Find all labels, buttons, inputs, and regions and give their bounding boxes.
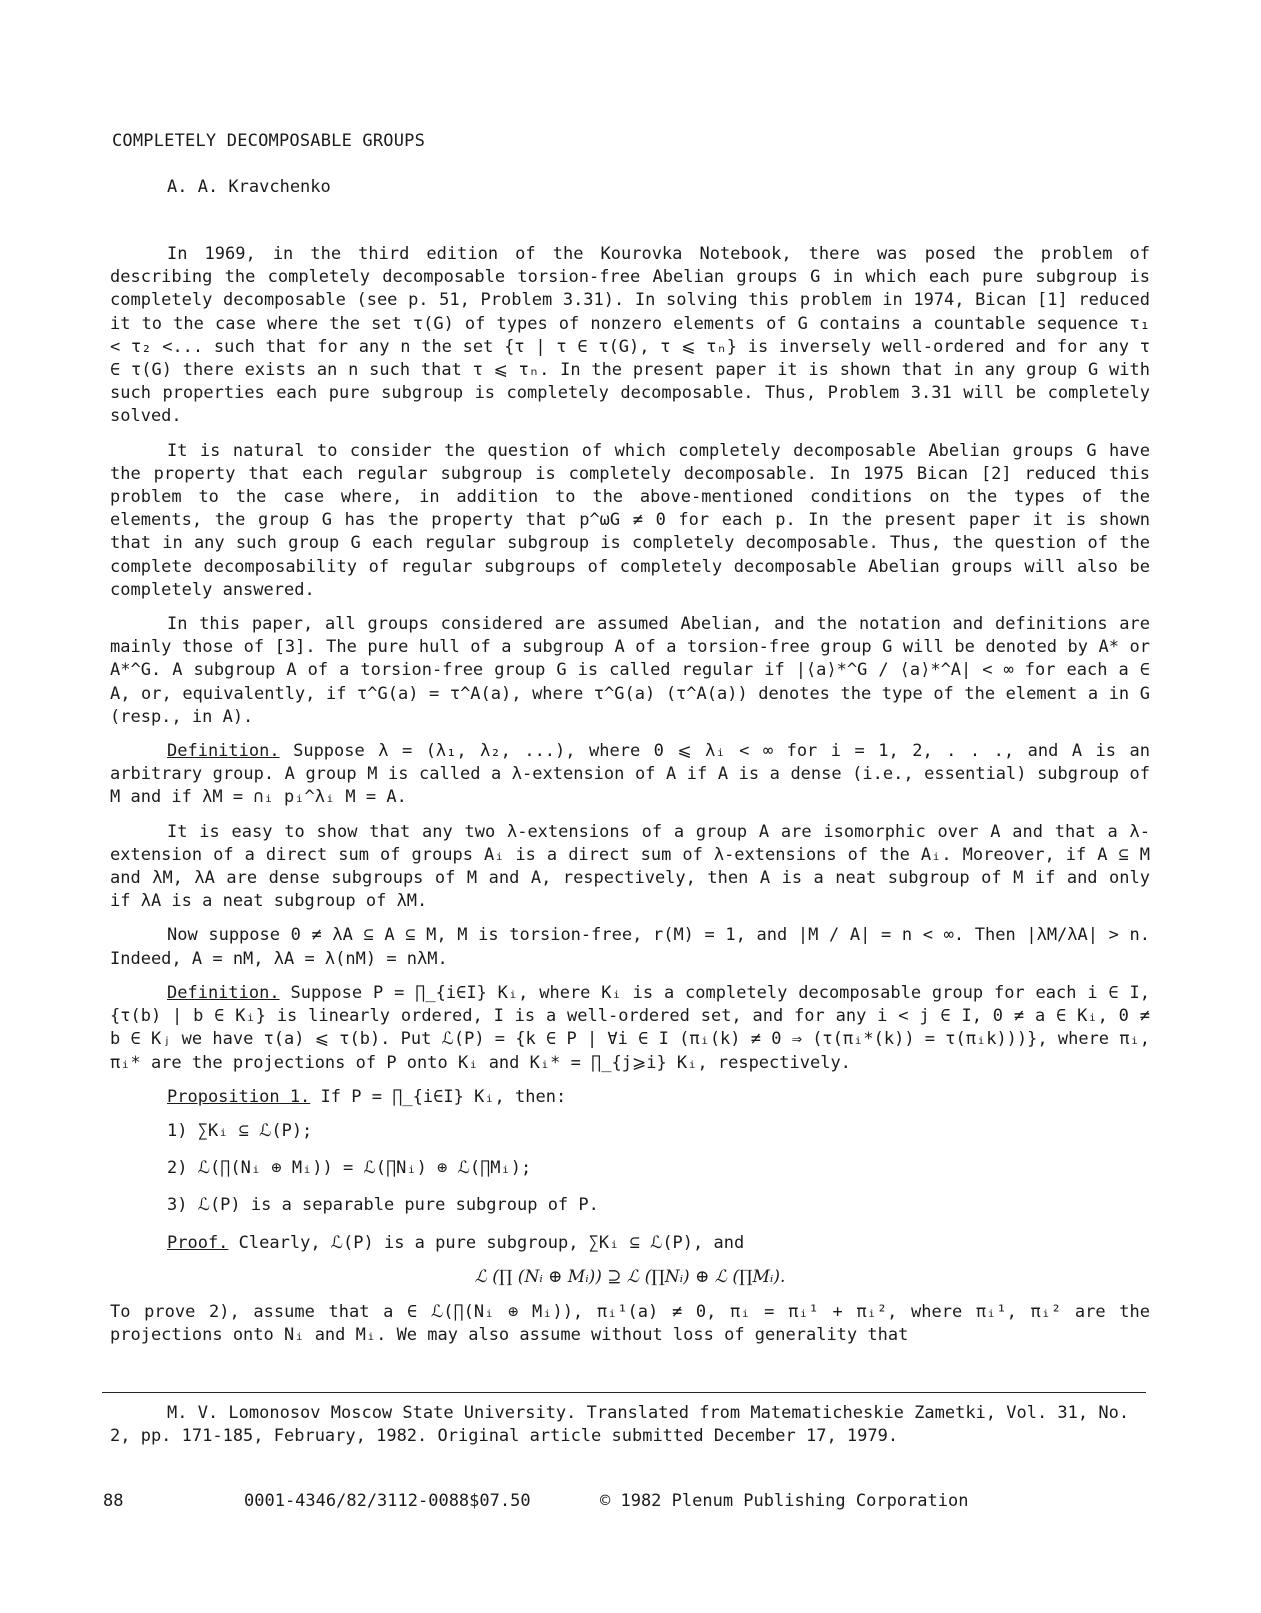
proposition-label: Proposition 1. [167, 1086, 311, 1107]
paragraph-notation: In this paper, all groups considered are assumed Abelian, and the notation and definitions are mainly those of [3]. The pure hull of a subgroup A of a torsion-free group G will be denoted by A* or A*^G. A subgroup A of a torsion-free group G is called regular if |⟨a⟩*^G / ⟨a⟩*^A| < ∞ for each a ∈ A, or, equivalently, if τ^G(a) = τ^A(a), where τ^G(a) (τ^A(a)) denotes the type of the element a in G (resp., in A). [110, 614, 1150, 727]
body-text [110, 243, 1150, 1358]
definition-text: Suppose P = ∏_{i∈I} Kᵢ, where Kᵢ is a completely decomposable group for each i ∈ I, {τ(b) | b ∈ Kᵢ} is linearly ordered, I is a well-ordered set, and for any i < j ∈ I, 0 ≠ a ∈ Kᵢ, 0 ≠ b ∈ Kⱼ we have τ(a) ⩽ τ(b). Put ℒ(P) = {k ∈ P | ∀i ∈ I (πᵢ(k) ≠ 0 ⇒ (τ(πᵢ*(k)) = τ(πᵢk)))}, where πᵢ, πᵢ* are the projections of P onto Kᵢ and Kᵢ* = ∏_{j⩾i} Kᵢ, respectively. [110, 982, 1150, 1073]
proof-continuation: To prove 2), assume that a ∈ ℒ(∏(Nᵢ ⊕ Mᵢ)), πᵢ¹(a) ≠ 0, πᵢ = πᵢ¹ + πᵢ², where πᵢ¹, πᵢ² are the projections onto Nᵢ and Mᵢ. We may also assume without loss of generality that [110, 1301, 1150, 1346]
paragraph-regular: It is natural to consider the question of which completely decomposable Abelian groups G have the property that each regular subgroup is completely decomposable. In 1975 Bican [2] reduced this problem to the case where, in addition to the above-mentioned conditions on the types of the elements, the group G has the property that p^ωG ≠ 0 for each p. In the present paper it is shown that in any such group G each regular subgroup is completely decomposable. Thus, the question of the complete decomposability of regular subgroups of completely decomposable Abelian groups will also be completely answered. [110, 440, 1150, 600]
definition-product [110, 982, 1150, 1075]
definition-text: Suppose λ = (λ₁, λ₂, ...), where 0 ⩽ λᵢ < ∞ for i = 1, 2, . . ., and A is an arbitrary group. A group M is called a λ-extension of A if A is a dense (i.e., essential) subgroup of M and if λM = ∩ᵢ pᵢ^λᵢ M = A. [110, 741, 1150, 808]
proof-text: Clearly, ℒ(P) is a pure subgroup, ∑Kᵢ ⊆ ℒ(P), and [238, 1232, 745, 1253]
paper-title: COMPLETELY DECOMPOSABLE GROUPS [112, 131, 426, 151]
proposition-text: If P = ∏_{i∈I} Kᵢ, then: [320, 1086, 567, 1107]
article-code: 0001-4346/82/3112-0088$07.50 [244, 1491, 531, 1511]
page-number: 88 [103, 1491, 124, 1511]
proposition-1 [110, 1086, 1150, 1109]
copyright: © 1982 Plenum Publishing Corporation [600, 1491, 969, 1511]
footnote: M. V. Lomonosov Moscow State University. Translated from Matematicheskie Zametki, Vol. 31, No. 2, pp. 171-185, February, 1982. Original article submitted December 17, 1979. [110, 1403, 1130, 1447]
proof [110, 1232, 1150, 1255]
proposition-item: 2) ℒ(∏(Nᵢ ⊕ Mᵢ)) = ℒ(∏Nᵢ) ⊕ ℒ(∏Mᵢ); [167, 1158, 532, 1179]
author: A. A. Kravchenko [167, 177, 331, 197]
proposition-item: 1) ∑Kᵢ ⊆ ℒ(P); [167, 1120, 313, 1141]
paragraph-now-suppose: Now suppose 0 ≠ λA ⊆ A ⊆ M, M is torsion-free, r(M) = 1, and |M / A| = n < ∞. Then |λM/λA| > n. Indeed, A = nM, λA = λ(nM) = nλM. [110, 925, 1150, 969]
footnote-divider [102, 1392, 1146, 1393]
definition-lambda [110, 740, 1150, 810]
proof-formula: ℒ (∏ (Nᵢ ⊕ Mᵢ)) ⊇ ℒ (∏Nᵢ) ⊕ ℒ (∏Mᵢ). [474, 1266, 786, 1287]
paragraph-extensions: It is easy to show that any two λ-extensions of a group A are isomorphic over A and that a λ-extension of a direct sum of groups Aᵢ is a direct sum of λ-extensions of the Aᵢ. Moreover, if A ⊆ M and λM, λA are dense subgroups of M and A, respectively, then A is a neat subgroup of M if and only if λA is a neat subgroup of λM. [110, 821, 1150, 912]
definition-label: Definition. [167, 741, 280, 762]
proof-label: Proof. [167, 1232, 229, 1253]
paragraph-intro: In 1969, in the third edition of the Kourovka Notebook, there was posed the problem of describing the completely decomposable torsion-free Abelian groups G in which each pure subgroup is completely decomposable (see p. 51, Problem 3.31). In solving this problem in 1974, Bican [1] reduced it to the case where the set τ(G) of types of nonzero elements of G contains a countable sequence τ₁ < τ₂ <... such that for any n the set {τ | τ ∈ τ(G), τ ⩽ τₙ} is inversely well-ordered and for any τ ∈ τ(G) there exists an n such that τ ⩽ τₙ. In the present paper it is shown that in any group G with such properties each pure subgroup is completely decomposable. Thus, Problem 3.31 will be completely solved. [110, 244, 1150, 427]
proposition-item: 3) ℒ(P) is a separable pure subgroup of P. [167, 1195, 599, 1216]
definition-label: Definition. [167, 982, 280, 1003]
